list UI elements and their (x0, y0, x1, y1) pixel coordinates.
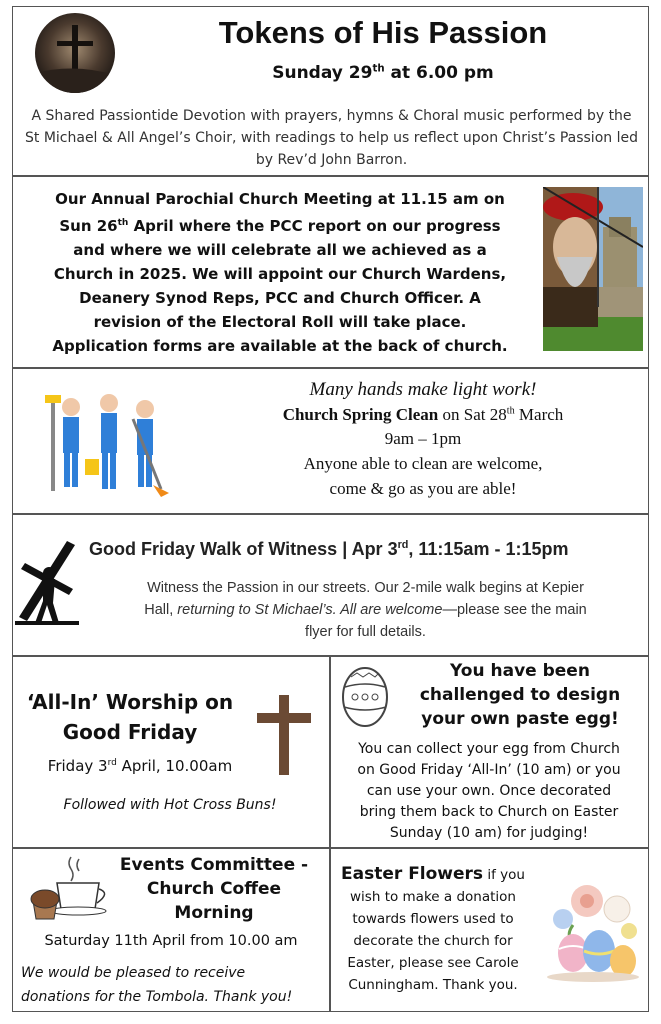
egg-body-line: Sunday (10 am) for judging! (389, 825, 589, 841)
passion-description: A Shared Passiontide Devotion with prayers, hymns & Choral music performed by the St Michael & All Angel’s Choir, with readings to help us reflect upon Christ’s Passion led by Rev’d John Barron. (25, 108, 638, 168)
allin-section (12, 656, 330, 848)
egg-body-line: You can collect your egg from Church (358, 741, 620, 757)
flowers-line: Easter, please see Carole (347, 955, 519, 971)
walk-line: Witness the Passion in our streets. Our 2-mile walk begins at Kepier (147, 580, 584, 596)
apcm-line: Sun 26th April where the PCC report on our progress (59, 217, 501, 235)
coffee-note-line: donations for the Tombola. Thank you! (21, 989, 293, 1005)
coffee-date: Saturday 11th April from 10.00 am (44, 933, 298, 949)
apcm-line: Church in 2025. We will appoint our Church Wardens, (53, 265, 507, 283)
allin-title-line: Good Friday (62, 720, 198, 744)
coffee-section (12, 848, 330, 1012)
apcm-line: Our Annual Parochial Church Meeting at 11.15 am on (55, 190, 505, 208)
flowers-text (333, 863, 533, 996)
coffee-cake-icon (27, 853, 113, 923)
coffee-note-line: We would be pleased to receive (21, 965, 246, 981)
flowers-section (330, 848, 649, 1012)
egg-body-line: bring them back to Church on Easter (359, 804, 619, 820)
coffee-title-line: Morning (174, 903, 254, 923)
flowers-line: Easter Flowers if you (341, 864, 525, 884)
clean-line: Anyone able to clean are welcome, (303, 454, 543, 473)
walk-line: flyer for full details. (305, 624, 426, 640)
flowers-line: decorate the church for (353, 933, 513, 949)
flowers-eggs-image (543, 879, 645, 983)
egg-title-line: your own paste egg! (421, 709, 619, 729)
walk-line: Hall, returning to St Michael’s. All are welcome—please see the main (144, 602, 587, 618)
cleaners-image (43, 389, 173, 497)
coffee-title (109, 853, 319, 925)
apcm-line: and where we will celebrate all we achieved as a (73, 241, 487, 259)
apcm-text (19, 187, 541, 358)
egg-section (330, 656, 649, 848)
coffee-note (21, 961, 331, 1009)
clean-time: 9am – 1pm (384, 429, 462, 448)
passion-date: Sunday 29th at 6.00 pm (272, 63, 494, 83)
egg-body-line: can use your own. Once decorated (366, 783, 612, 799)
apcm-line: Deanery Synod Reps, PCC and Church Officer. A (79, 289, 481, 307)
egg-title (395, 659, 645, 731)
saint-church-image (543, 187, 643, 351)
apcm-section (12, 176, 649, 368)
walk-section (12, 514, 649, 656)
spring-clean-section (12, 368, 649, 514)
allin-title (15, 687, 245, 747)
clean-tagline: Many hands make light work! (309, 379, 537, 400)
egg-body (333, 739, 645, 844)
apcm-line: Application forms are available at the back of church. (52, 337, 508, 355)
flowers-line: Cunningham. Thank you. (348, 977, 518, 993)
egg-title-line: challenged to design (419, 685, 621, 705)
flowers-line: towards flowers used to (352, 911, 514, 927)
allin-date: Friday 3rd April, 10.00am (47, 757, 233, 775)
egg-title-line: You have been (450, 661, 590, 681)
coffee-title-line: Events Committee - (119, 855, 309, 875)
coffee-title-line: Church Coffee (146, 879, 282, 899)
wooden-cross-icon (257, 695, 311, 775)
egg-body-line: on Good Friday ‘All-In’ (10 am) or you (357, 762, 621, 778)
passion-section (12, 6, 649, 176)
clean-date: Church Spring Clean on Sat 28th March (282, 405, 564, 424)
passion-title: Tokens of His Passion (218, 15, 548, 50)
cross-sunset-image (35, 13, 115, 93)
cross-bearer-icon (15, 539, 79, 625)
allin-note: Followed with Hot Cross Buns! (63, 797, 277, 813)
easter-egg-icon (339, 663, 391, 729)
apcm-line: revision of the Electoral Roll will take place. (93, 313, 467, 331)
allin-title-line: ‘All-In’ Worship on (26, 690, 234, 714)
walk-title: Good Friday Walk of Witness | Apr 3rd, 11:15am - 1:15pm (89, 539, 569, 559)
walk-description (83, 577, 648, 643)
flowers-line: wish to make a donation (350, 889, 516, 905)
clean-line: come & go as you are able! (329, 479, 517, 498)
